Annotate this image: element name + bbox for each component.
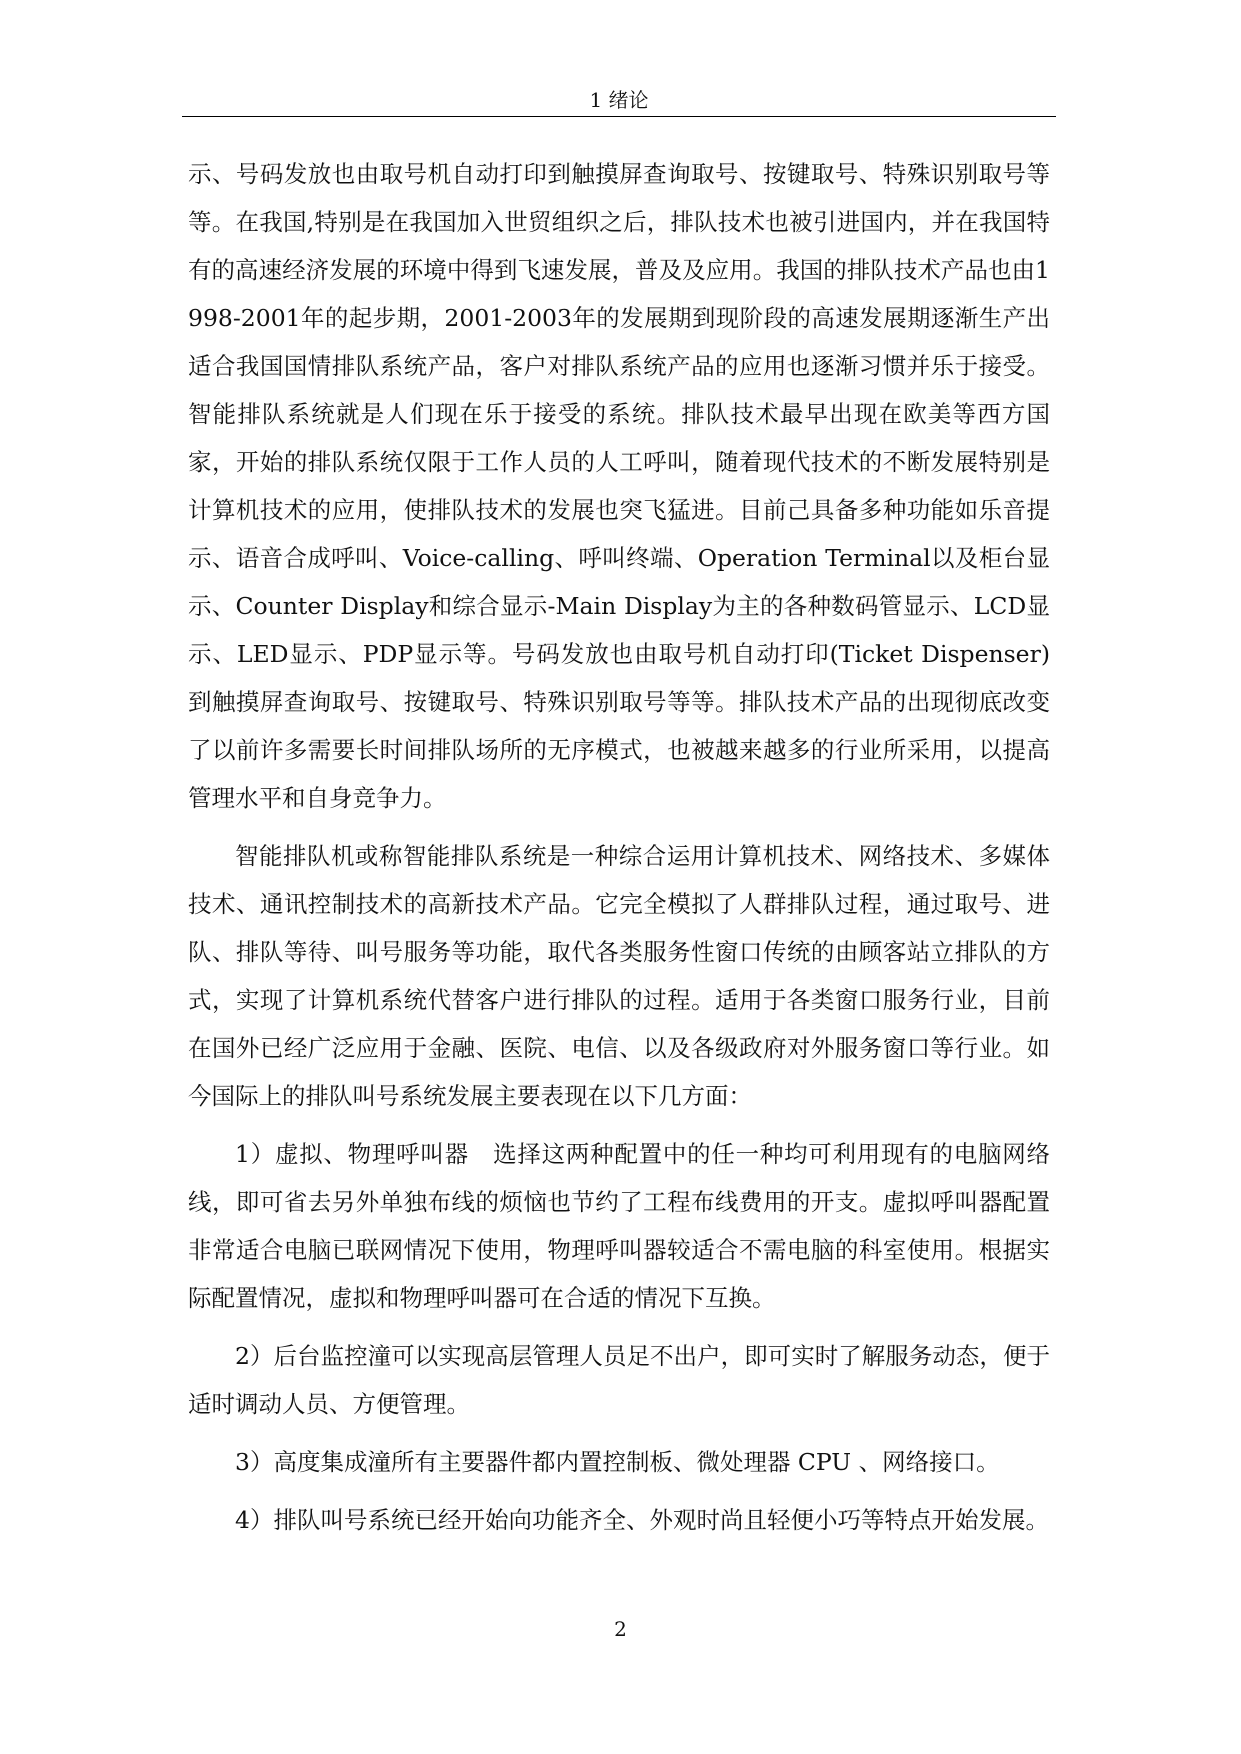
page-number: 2 [614, 1617, 627, 1641]
list-item-backend-monitoring: 2）后台监控潼可以实现高层管理人员足不出户，即可实时了解服务动态，便于适时调动人员、方便管理。 [188, 1342, 1050, 1418]
page-body [188, 150, 1050, 1554]
list-item-high-integration: 3）高度集成潼所有主要器件都内置控制板、微处理器 CPU 、网络接口。 [235, 1448, 1000, 1476]
paragraph-intelligent-queue: 智能排队机或称智能排队系统是一种综合运用计算机技术、网络技术、多媒体技术、通讯控制技术的高新技术产品。它完全模拟了人群排队过程，通过取号、进队、排队等待、叫号服务等功能，取代各类服务性窗口传统的由顾客站立排队的方式，实现了计算机系统代替客户进行排队的过程。适用于各类窗口服务行业，目前在国外已经广泛应用于金融、医院、电信、以及各级政府对外服务窗口等行业。如今国际上的排队叫号系统发展主要表现在以下几方面： [188, 842, 1050, 1110]
list-item-virtual-caller: 1）虚拟、物理呼叫器 选择这两种配置中的任一种均可利用现有的电脑网络线，即可省去另外单独布线的烦恼也节约了工程布线费用的开支。虚拟呼叫器配置非常适合电脑已联网情况下使用，物理呼叫器较适合不需电脑的科室使用。根据实际配置情况，虚拟和物理呼叫器可在合适的情况下互换。 [188, 1140, 1050, 1312]
running-header [182, 88, 1056, 117]
paragraph-continued: 示、号码发放也由取号机自动打印到触摸屏查询取号、按键取号、特殊识别取号等等。在我国,特别是在我国加入世贸组织之后，排队技术也被引进国内，并在我国特有的高速经济发展的环境中得到飞速发展，普及及应用。我国的排队技术产品也由1998-2001年的起步期，2001-2003年的发展期到现阶段的高速发展期逐渐生产出适合我国国情排队系统产品，客户对排队系统产品的应用也逐渐习惯并乐于接受。智能排队系统就是人们现在乐于接受的系统。排队技术最早出现在欧美等西方国家，开始的排队系统仅限于工作人员的人工呼叫，随着现代技术的不断发展特别是计算机技术的应用，使排队技术的发展也突飞猛进。目前己具备多种功能如乐音提示、语音合成呼叫、Voice-calling、呼叫终端、Operation Terminal以及柜台显示、Counter Display和综合显示-Main Display为主的各种数码管显示、LCD显示、LED显示、PDP显示等。号码发放也由取号机自动打印(Ticket Dispenser)到触摸屏查询取号、按键取号、特殊识别取号等等。排队技术产品的出现彻底改变了以前许多需要长时间排队场所的无序模式，也被越来越多的行业所采用，以提高管理水平和自身竞争力。 [188, 160, 1050, 812]
list-item-development-trend: 4）排队叫号系统已经开始向功能齐全、外观时尚且轻便小巧等特点开始发展。 [235, 1506, 1049, 1534]
chapter-title: 1 绪论 [589, 88, 649, 112]
